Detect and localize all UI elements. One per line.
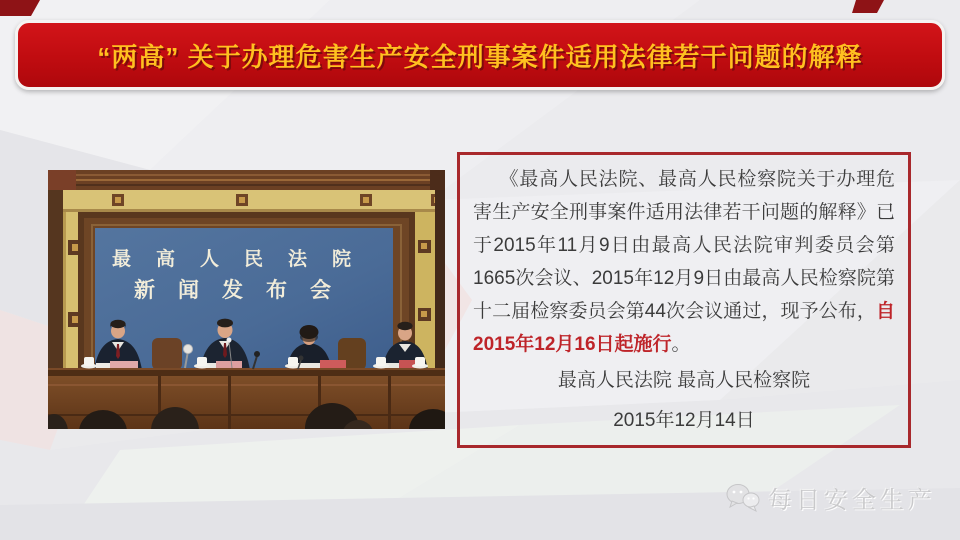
- signature-line: 最高人民法院 最高人民检察院: [557, 370, 811, 391]
- banner-title: “两高” 关于办理危害生产安全刑事案件适用法律若干问题的解释: [97, 41, 863, 72]
- date-line: 2015年12月14日: [613, 410, 755, 431]
- announcement-paragraph: [473, 163, 895, 361]
- chair-back: [152, 338, 182, 370]
- wechat-icon: [726, 483, 760, 513]
- board-title-line2: 新闻发布会: [134, 279, 354, 302]
- press-conference-photo: [48, 170, 445, 429]
- announcement-text-end: 。: [671, 334, 691, 355]
- wechat-watermark: [726, 480, 936, 515]
- announcement-text: 《最高人民法院、最高人民检察院关于办理危害生产安全刑事案件适用法律若干问题的解释》已于2015年11月9日由最高人民法院审判委员会第1665次会议、2015年12月9日由最高人民检察院第十二届检察委员会第44次会议通过，现予公布，: [473, 169, 895, 322]
- title-banner: [15, 20, 945, 90]
- board-title-line1: 最高人民法院: [111, 249, 377, 270]
- announcement-box: [457, 152, 911, 448]
- cornice: [48, 170, 445, 190]
- effective-date-highlight: 自2015年12月16日起施行: [473, 301, 895, 355]
- watermark-label: 每日安全生产: [768, 487, 936, 514]
- beam: [48, 190, 445, 212]
